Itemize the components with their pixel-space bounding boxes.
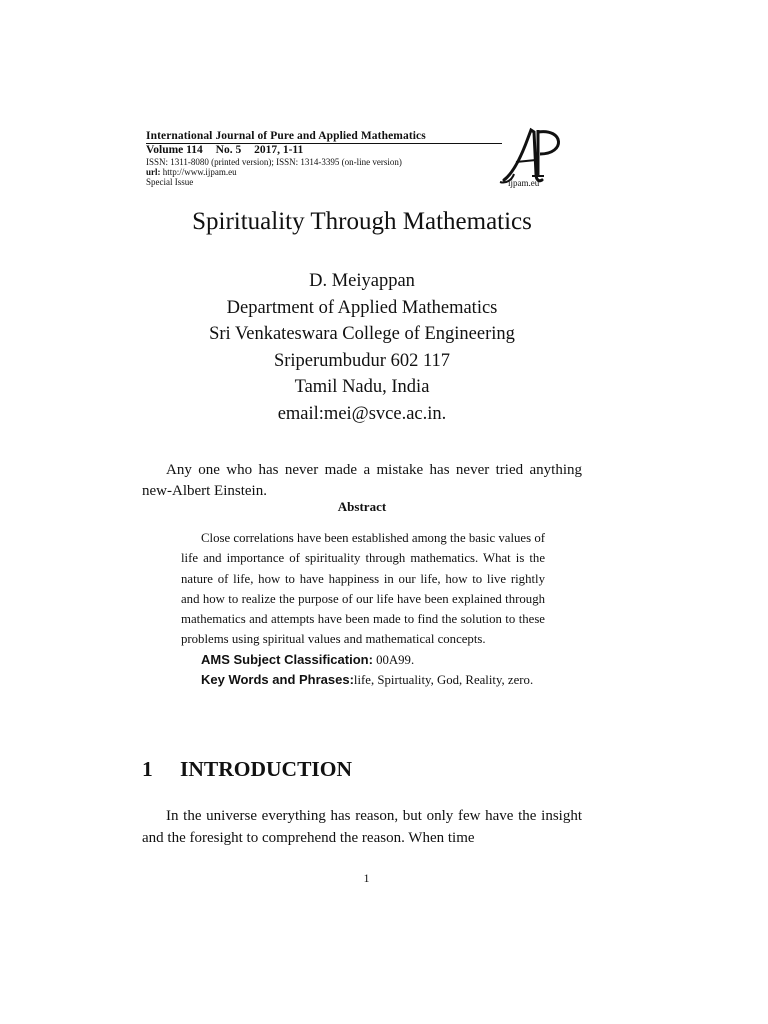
author-block xyxy=(0,268,724,427)
author-state: Tamil Nadu, India xyxy=(294,377,430,397)
keywords-label: Key Words and Phrases: xyxy=(201,672,354,688)
author-name: D. Meiyappan xyxy=(309,271,415,291)
issn-line: ISSN: 1311-8080 (printed version); ISSN: 1314-3395 (on-line version) xyxy=(146,157,402,167)
section-number: 1 xyxy=(142,757,153,781)
author-email: email:mei@svce.ac.in. xyxy=(277,403,447,424)
ams-label: AMS Subject Classification: xyxy=(201,651,373,667)
section-title: INTRODUCTION xyxy=(180,757,353,781)
author-city: Sriperumbudur 602 117 xyxy=(273,350,451,371)
page-number: 1 xyxy=(363,871,370,885)
keywords xyxy=(181,670,545,690)
url-label: url: xyxy=(146,167,161,177)
ams-value: 00A99. xyxy=(372,652,415,667)
volume-line xyxy=(146,144,506,157)
ams-classification xyxy=(181,650,545,670)
author-department: Department of Applied Mathematics xyxy=(226,297,498,318)
journal-header xyxy=(146,130,506,187)
abstract-body: Close correlations have been established among the basic values of life and importance of spirituality through mathematics. What is the nature of life, how to have happiness in our life, how to live rightly and how to realize the purpose of our life have been explained through mathematics and attempts have been made to find the solution to these problems using spiritual values and mathematical concepts. xyxy=(181,531,545,647)
url-line xyxy=(146,167,506,177)
section-body: In the universe everything has reason, but only few have the insight and the foresight to comprehend the reason. When time xyxy=(142,808,582,846)
url-value: http://www.ijpam.eu xyxy=(160,167,237,177)
epigraph-quote: Any one who has never made a mistake has never tried anything new-Albert Einstein. xyxy=(142,462,582,499)
journal-name: International Journal of Pure and Applied Mathematics xyxy=(146,130,426,142)
logo-caption: ijpam.eu xyxy=(508,178,540,188)
section-heading xyxy=(142,757,352,782)
year-pages: 2017, 1-11 xyxy=(254,144,304,156)
paper-title: Spirituality Through Mathematics xyxy=(192,208,532,235)
issue-number: No. 5 xyxy=(215,144,242,156)
special-issue-line: Special Issue xyxy=(146,177,194,187)
abstract-heading: Abstract xyxy=(337,499,387,514)
volume: Volume 114 xyxy=(146,144,203,156)
abstract xyxy=(181,528,545,690)
keywords-value: life, Spirtuality, God, Reality, zero. xyxy=(353,673,534,688)
author-college: Sri Venkateswara College of Engineering xyxy=(209,324,515,344)
